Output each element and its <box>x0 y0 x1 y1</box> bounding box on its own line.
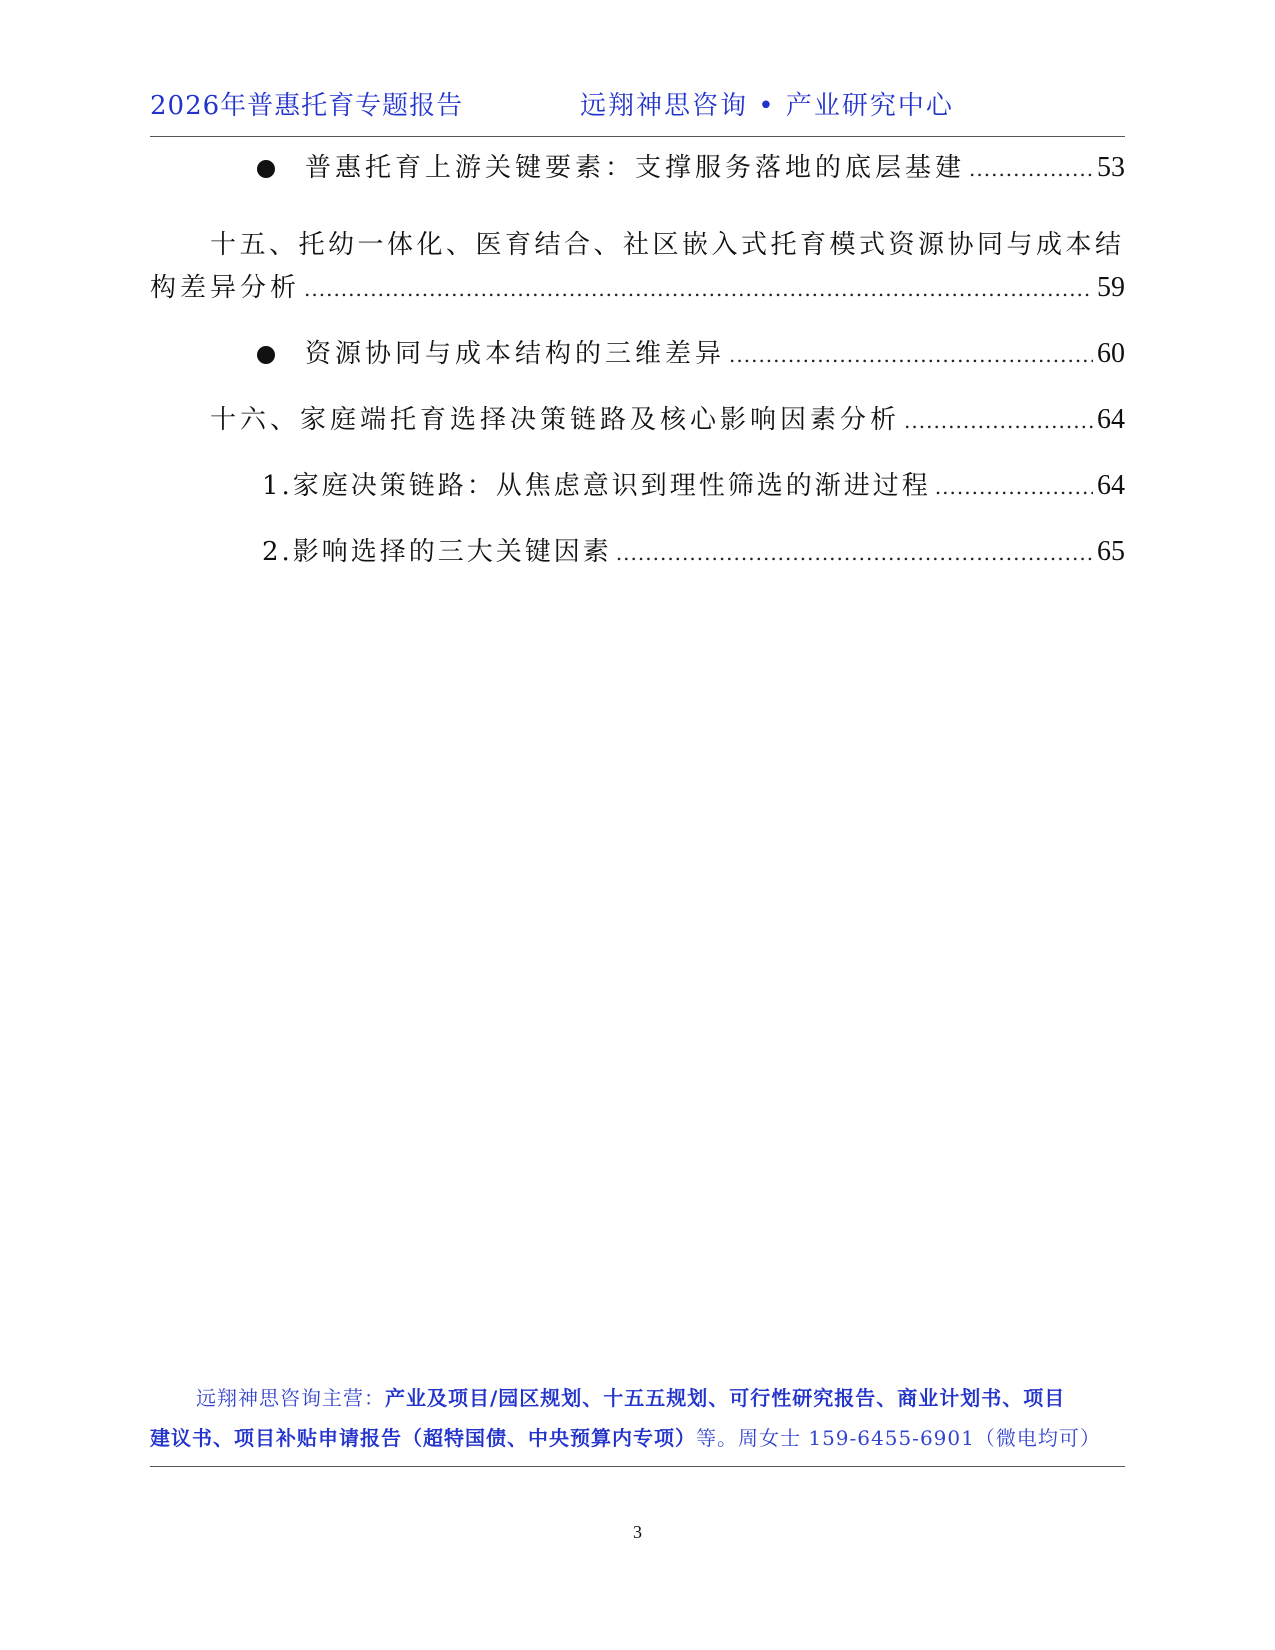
toc-dot-leader <box>729 335 1093 375</box>
toc-entry[interactable] <box>262 532 1125 572</box>
toc-page-number: 59 <box>1097 272 1125 303</box>
footer-line-1 <box>150 1378 1125 1418</box>
header-rule <box>150 136 1125 137</box>
toc-page-number: 64 <box>1097 404 1125 435</box>
report-title: 2026年普惠托育专题报告 <box>150 91 464 121</box>
bullet-icon <box>257 160 275 178</box>
bullet-icon <box>257 346 275 364</box>
footer-prefix: 远翔神思咨询主营： <box>196 1386 385 1410</box>
toc-page-number: 60 <box>1097 338 1125 369</box>
footer-contact: 等。周女士 159-6455-6901（微电均可） <box>696 1426 1101 1450</box>
footer-services-2: 建议书、项目补贴申请报告（超特国债、中央预算内专项） <box>150 1426 696 1450</box>
toc-entry[interactable] <box>150 268 1125 308</box>
toc-dot-leader <box>969 149 1093 189</box>
toc-entry-title: 普惠托育上游关键要素：支撑服务落地的底层基建 <box>305 153 966 183</box>
toc-entry-title: 资源协同与成本结构的三维差异 <box>305 339 726 369</box>
toc-page-number: 64 <box>1097 470 1125 501</box>
toc-dot-leader <box>616 533 1093 573</box>
toc-entry[interactable] <box>210 400 1125 440</box>
footer-rule <box>150 1466 1125 1467</box>
toc-entry[interactable] <box>305 334 1125 374</box>
toc-entry-title: 构差异分析 <box>150 273 301 303</box>
toc-entry-title: 十六、家庭端托育选择决策链路及核心影响因素分析 <box>210 405 901 435</box>
footer-services-1: 产业及项目/园区规划、十五五规划、可行性研究报告、商业计划书、项目 <box>385 1386 1066 1410</box>
footer-line-2 <box>150 1418 1125 1458</box>
toc-entry-title: 2.影响选择的三大关键因素 <box>262 537 612 567</box>
page-number: 3 <box>633 1522 642 1542</box>
running-header <box>150 86 1125 126</box>
publisher-name: 远翔神思咨询 • 产业研究中心 <box>580 91 954 121</box>
toc-page-number: 65 <box>1097 536 1125 567</box>
toc-entry[interactable] <box>262 466 1125 506</box>
toc-dot-leader <box>935 467 1093 507</box>
toc-entry[interactable] <box>305 148 1125 188</box>
toc-entry-wrapped-line1[interactable]: 十五、托幼一体化、医育结合、社区嵌入式托育模式资源协同与成本结 <box>210 230 1125 260</box>
toc-page-number: 53 <box>1097 152 1125 183</box>
toc-dot-leader <box>304 269 1093 309</box>
toc-entry-title: 1.家庭决策链路：从焦虑意识到理性筛选的渐进过程 <box>262 471 931 501</box>
toc-dot-leader <box>904 401 1093 441</box>
page-footer <box>150 1378 1125 1458</box>
